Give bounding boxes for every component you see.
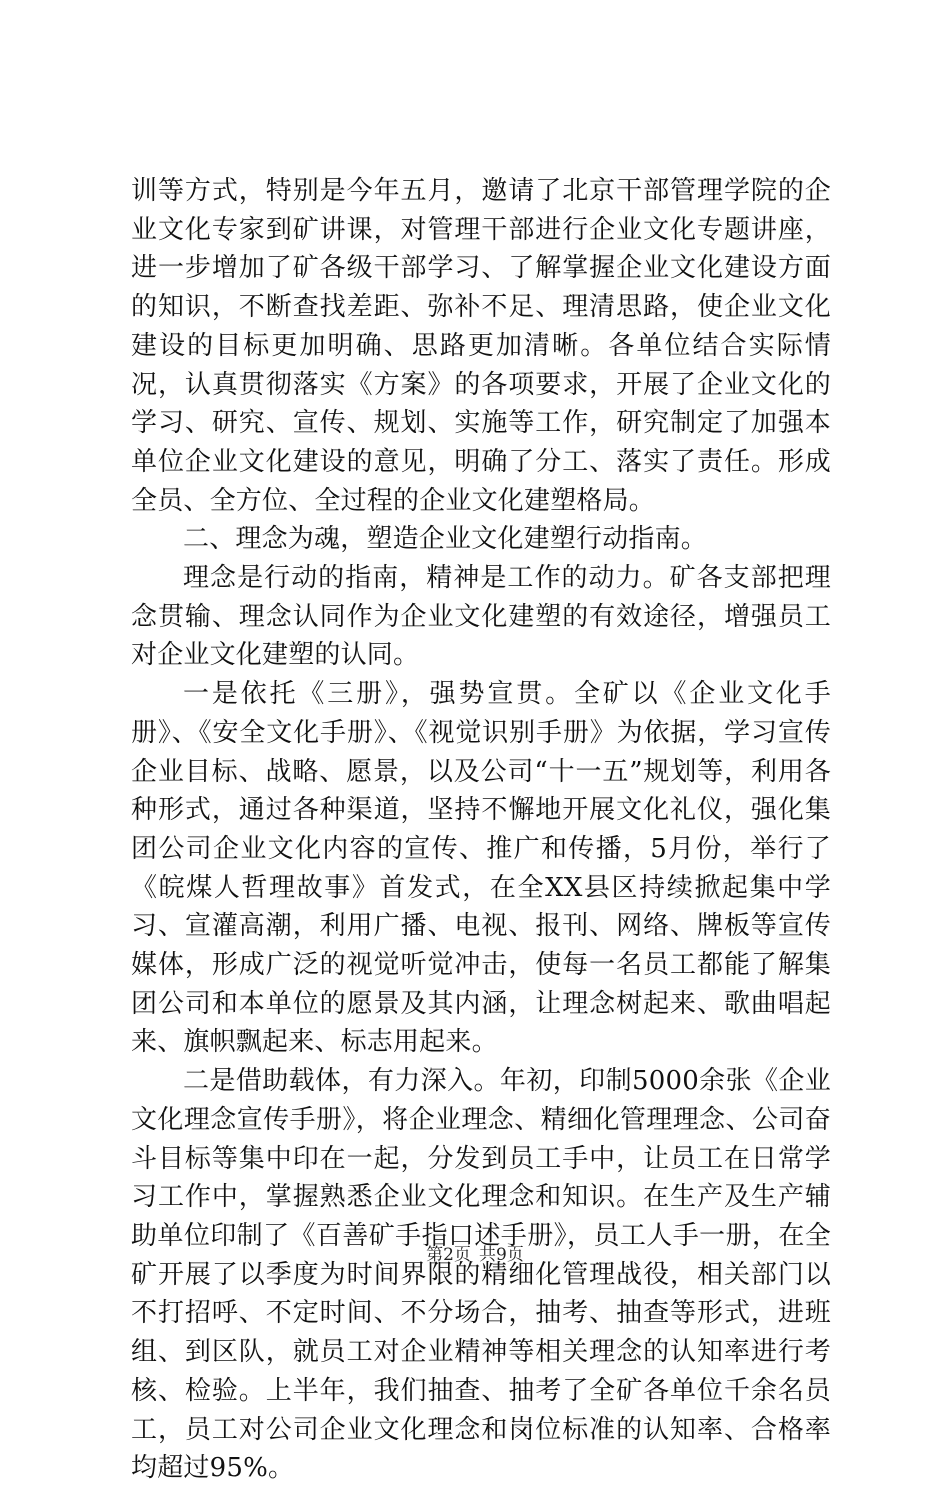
paragraph-point-two: 二是借助载体，有力深入。年初，印制5000余张《企业文化理念宣传手册》，将企业理念、精细化管理理念、公司奋斗目标等集中印在一起，分发到员工手中，让员工在日常学习工作中，掌握熟悉企业文化理念和知识。在生产及生产辅助单位印制了《百善矿手指口述手册》，员工人手一册，在全矿开展了以季度为时间界限的精细化管理战役，相关部门以不打招呼、不定时间、不分场合，抽考、抽查等形式，进班组、到区队，就员工对企业精神等相关理念的认知率进行考核、检验。上半年，我们抽查、抽考了全矿各单位千余名员工，员工对公司企业文化理念和岗位标准的认知率、合格率均超过95%。 <box>131 1066 831 1484</box>
page-footer <box>0 1240 950 1265</box>
paragraph-point-one: 一是依托《三册》，强势宣贯。全矿以《企业文化手册》、《安全文化手册》、《视觉识别手册》为依据，学习宣传企业目标、战略、愿景，以及公司“十一五”规划等，利用各种形式，通过各种渠道，坚持不懈地开展文化礼仪，强化集团公司企业文化内容的宣传、推广和传播，5月份，举行了《皖煤人哲理故事》首发式，在全XX县区持续掀起集中学习、宣灌高潮，利用广播、电视、报刊、网络、牌板等宣传媒体，形成广泛的视觉听觉冲击，使每一名员工都能了解集团公司和本单位的愿景及其内涵，让理念树起来、歌曲唱起来、旗帜飘起来、标志用起来。 <box>131 679 831 1058</box>
page-number-total: 共9页 <box>479 1245 524 1265</box>
section-heading: 二、理念为魂，塑造企业文化建塑行动指南。 <box>183 524 708 555</box>
paragraph-intro: 理念是行动的指南，精神是工作的动力。矿各支部把理念贯输、理念认同作为企业文化建塑的有效途径，增强员工对企业文化建塑的认同。 <box>131 563 831 671</box>
document-body <box>131 172 831 1488</box>
page-number-current: 第2页 <box>426 1245 471 1265</box>
paragraph-continuation: 训等方式，特别是今年五月，邀请了北京干部管理学院的企业文化专家到矿讲课，对管理干部进行企业文化专题讲座，进一步增加了矿各级干部学习、了解掌握企业文化建设方面的知识，不断查找差距、弥补不足、理清思路，使企业文化建设的目标更加明确、思路更加清晰。各单位结合实际情况，认真贯彻落实《方案》的各项要求，开展了企业文化的学习、研究、宣传、规划、实施等工作，研究制定了加强本单位企业文化建设的意见，明确了分工、落实了责任。形成全员、全方位、全过程的企业文化建塑格局。 <box>131 176 831 516</box>
